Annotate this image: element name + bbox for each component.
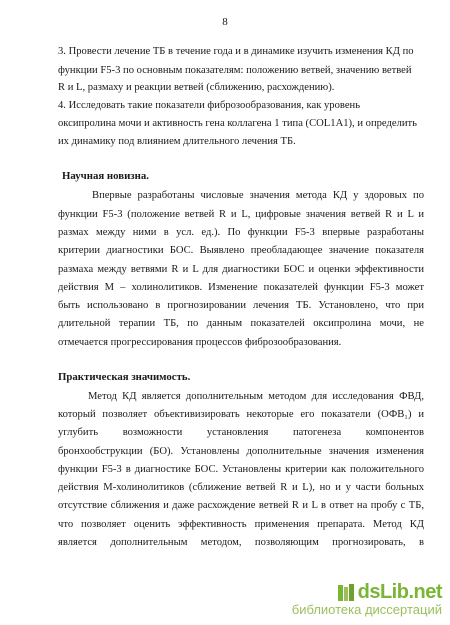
significance-line-4: бронхообструкции (БО). Установлены дополнительные значения изменения	[58, 446, 424, 457]
significance-line-2: который позволяет объективизировать некоторые его показатели (ОФВ₁) и	[58, 409, 424, 420]
task-3-line-2: функции F5-3 по основным показателям: положению ветвей, значению ветвей	[58, 65, 412, 76]
novelty-line-4: критерии диагностики БОС. Выявлено преобладающее значение показателя	[58, 245, 424, 256]
novelty-line-8: длительной терапии ТБ, по данным показателей оксипролина мочи, не	[58, 318, 424, 329]
page-number: 8	[222, 16, 228, 28]
watermark[interactable]	[292, 581, 442, 617]
novelty-line-6: действия М – холинолитиков. Изменение показателей функции F5-3 может	[58, 282, 424, 293]
task-3-line-1: 3. Провести лечение ТБ в течение года и в динамике изучить изменения КД по	[58, 46, 414, 57]
task-4-line-3: их динамику под влиянием длительного лечения ТБ.	[58, 136, 296, 147]
task-4-line-2: оксипролина мочи и активность гена коллагена 1 типа (COL1A1), и определить	[58, 118, 417, 129]
significance-line-6: действия М-холинолитиков (сближение ветвей R и L), но и у части больных	[58, 482, 424, 493]
task-4-line-1: 4. Исследовать такие показатели фиброзообразования, как уровень	[58, 100, 361, 111]
task-3-line-3: R и L, размаху и реакции ветвей (сближению, расхождению).	[58, 82, 335, 93]
watermark-logo: dsLib.net	[357, 581, 442, 603]
book-icon	[337, 583, 355, 603]
significance-line-8: что позволяет оценить эффективность применения препарата. Метод КД	[58, 519, 424, 530]
novelty-line-9: отмечается прогрессирования процессов фиброзообразования.	[58, 337, 342, 348]
significance-line-7: отсутствие сближения и даже расхождение ветвей R и L в ответ на пробу с ТБ,	[58, 500, 424, 511]
novelty-line-7: быть использовано в прогнозировании лечения ТБ. Установлено, что при	[58, 300, 424, 311]
novelty-line-2: функции F5-3 (положение ветвей R и L, цифровые значения ветвей R и L и	[58, 209, 424, 220]
novelty-line-3: размах между ними в усл. ед.). По функции F5-3 впервые разработаны	[58, 227, 424, 238]
significance-line-1: Метод КД является дополнительным методом для исследования ФВД,	[88, 391, 424, 402]
novelty-line-5: размаха между ветвями R и L для диагностики БОС и оценки эффективности	[58, 264, 424, 275]
significance-line-9: является дополнительным методом, позволяющим прогнозировать, в	[58, 537, 424, 548]
novelty-line-1: Впервые разработаны числовые значения метода КД у здоровых по	[92, 190, 424, 201]
significance-line-5: функции F5-3 в диагностике БОС. Установлены критерии как положительного	[58, 464, 424, 475]
significance-heading: Практическая значимость.	[58, 371, 191, 383]
significance-line-3: углубить возможности установления патогенеза компонентов	[58, 427, 424, 438]
watermark-subtitle: библиотека диссертаций	[291, 602, 442, 617]
novelty-heading: Научная новизна.	[62, 170, 149, 182]
